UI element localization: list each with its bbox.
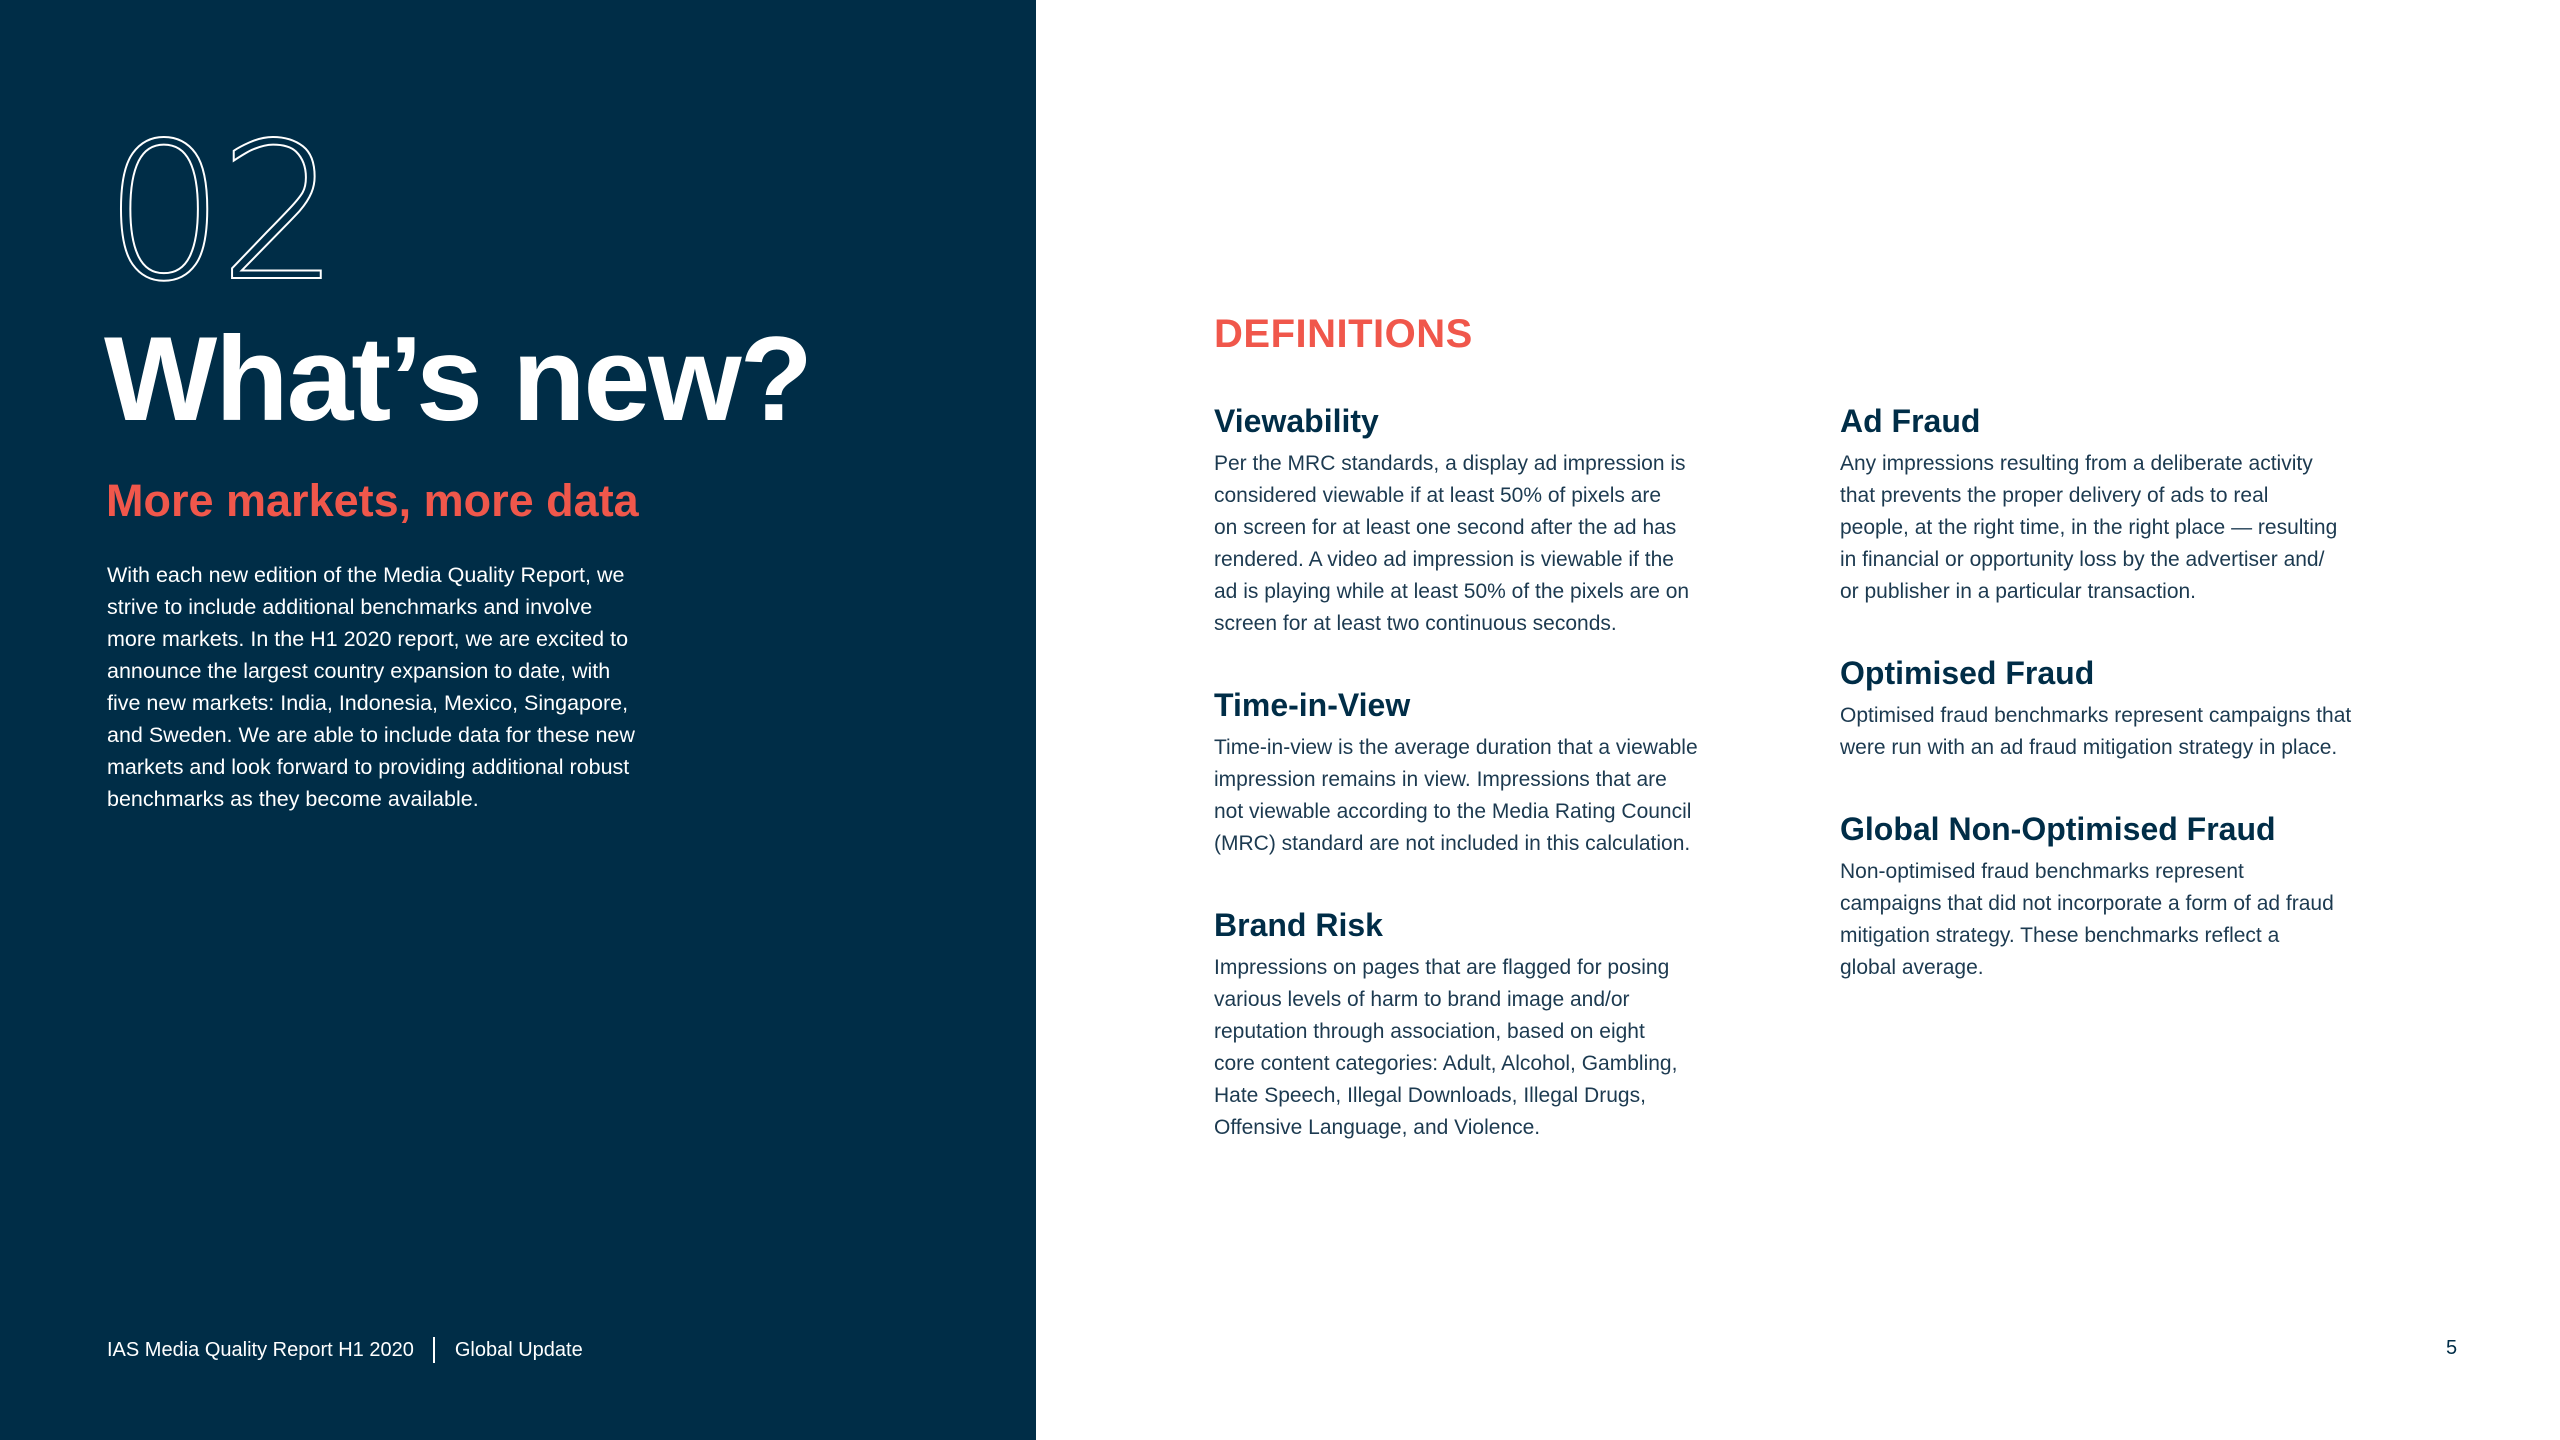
definition-line: reputation through association, based on eight <box>1214 1020 1645 1043</box>
definition-line: Impressions on pages that are flagged for posing <box>1214 956 1670 979</box>
definition-line: considered viewable if at least 50% of pixels are <box>1214 484 1662 507</box>
footer-section: Global Update <box>454 1339 583 1361</box>
definition-line: Non-optimised fraud benchmarks represent <box>1840 860 2244 883</box>
definition-optimised-fraud <box>1840 650 2400 764</box>
definition-line: mitigation strategy. These benchmarks reflect a <box>1840 924 2280 947</box>
intro-line: With each new edition of the Media Quality Report, we <box>107 563 625 587</box>
definitions-column-right <box>1840 398 2400 1026</box>
intro-line: markets and look forward to providing additional robust <box>107 755 630 779</box>
footer-report-title: IAS Media Quality Report H1 2020 <box>107 1339 414 1361</box>
intro-line: five new markets: India, Indonesia, Mexico, Singapore, <box>107 691 629 715</box>
definition-line: ad is playing while at least 50% of the pixels are on <box>1214 580 1690 603</box>
definition-line: screen for at least two continuous seconds. <box>1214 612 1617 635</box>
intro-line: benchmarks as they become available. <box>107 787 479 811</box>
definition-viewability <box>1214 398 1774 640</box>
definition-line: Time-in-view is the average duration that a viewable <box>1214 736 1698 759</box>
page-title: What’s new? <box>104 312 811 446</box>
definition-ad-fraud <box>1840 398 2400 608</box>
definition-body <box>1840 856 2400 984</box>
definition-body <box>1840 448 2400 608</box>
page-footer <box>107 1336 583 1364</box>
definition-line: not viewable according to the Media Rating Council <box>1214 800 1692 823</box>
definition-title: Optimised Fraud <box>1840 655 2095 691</box>
definition-body <box>1840 700 2400 764</box>
definition-title: Viewability <box>1214 403 1379 439</box>
definition-body <box>1214 952 1774 1144</box>
left-panel <box>0 0 1036 1440</box>
definition-body <box>1214 732 1774 860</box>
footer-divider <box>433 1337 435 1363</box>
definition-title: Global Non-Optimised Fraud <box>1840 811 2276 847</box>
definitions-heading: DEFINITIONS <box>1214 312 1473 356</box>
definition-line: impression remains in view. Impressions that are <box>1214 768 1667 791</box>
definition-line: various levels of harm to brand image and/or <box>1214 988 1630 1011</box>
page-number: 5 <box>2446 1337 2458 1359</box>
definition-line: people, at the right time, in the right place — resulting <box>1840 516 2338 539</box>
definition-line: on screen for at least one second after the ad has <box>1214 516 1677 539</box>
definition-title: Ad Fraud <box>1840 403 1981 439</box>
definition-body <box>1214 448 1774 640</box>
intro-paragraph <box>107 559 687 815</box>
definition-global-non-optimised-fraud <box>1840 806 2400 984</box>
definition-line: Optimised fraud benchmarks represent campaigns that <box>1840 704 2352 727</box>
definition-line: campaigns that did not incorporate a form of ad fraud <box>1840 892 2334 915</box>
definition-time-in-view <box>1214 682 1774 860</box>
definitions-column-left <box>1214 398 1774 1186</box>
definition-title: Brand Risk <box>1214 907 1383 943</box>
definition-line: global average. <box>1840 956 1984 979</box>
definition-line: Hate Speech, Illegal Downloads, Illegal Drugs, <box>1214 1084 1646 1107</box>
definition-line: (MRC) standard are not included in this calculation. <box>1214 832 1691 855</box>
definition-line: that prevents the proper delivery of ads to real <box>1840 484 2269 507</box>
intro-line: and Sweden. We are able to include data for these new <box>107 723 635 747</box>
intro-line: more markets. In the H1 2020 report, we are excited to <box>107 627 629 651</box>
definition-line: rendered. A video ad impression is viewable if the <box>1214 548 1674 571</box>
definition-line: in financial or opportunity loss by the advertiser and/ <box>1840 548 2325 571</box>
definition-line: were run with an ad fraud mitigation strategy in place. <box>1840 736 2338 759</box>
definition-line: or publisher in a particular transaction. <box>1840 580 2197 603</box>
section-number: 02 <box>104 102 334 323</box>
definition-line: core content categories: Adult, Alcohol, Gambling, <box>1214 1052 1678 1075</box>
intro-line: strive to include additional benchmarks and involve <box>107 595 593 619</box>
definition-line: Offensive Language, and Violence. <box>1214 1116 1541 1139</box>
definition-brand-risk <box>1214 902 1774 1144</box>
intro-line: announce the largest country expansion to date, with <box>107 659 611 683</box>
definition-line: Per the MRC standards, a display ad impression is <box>1214 452 1686 475</box>
definition-line: Any impressions resulting from a deliberate activity <box>1840 452 2313 475</box>
page-subtitle: More markets, more data <box>106 475 639 526</box>
definition-title: Time-in-View <box>1214 687 1411 723</box>
